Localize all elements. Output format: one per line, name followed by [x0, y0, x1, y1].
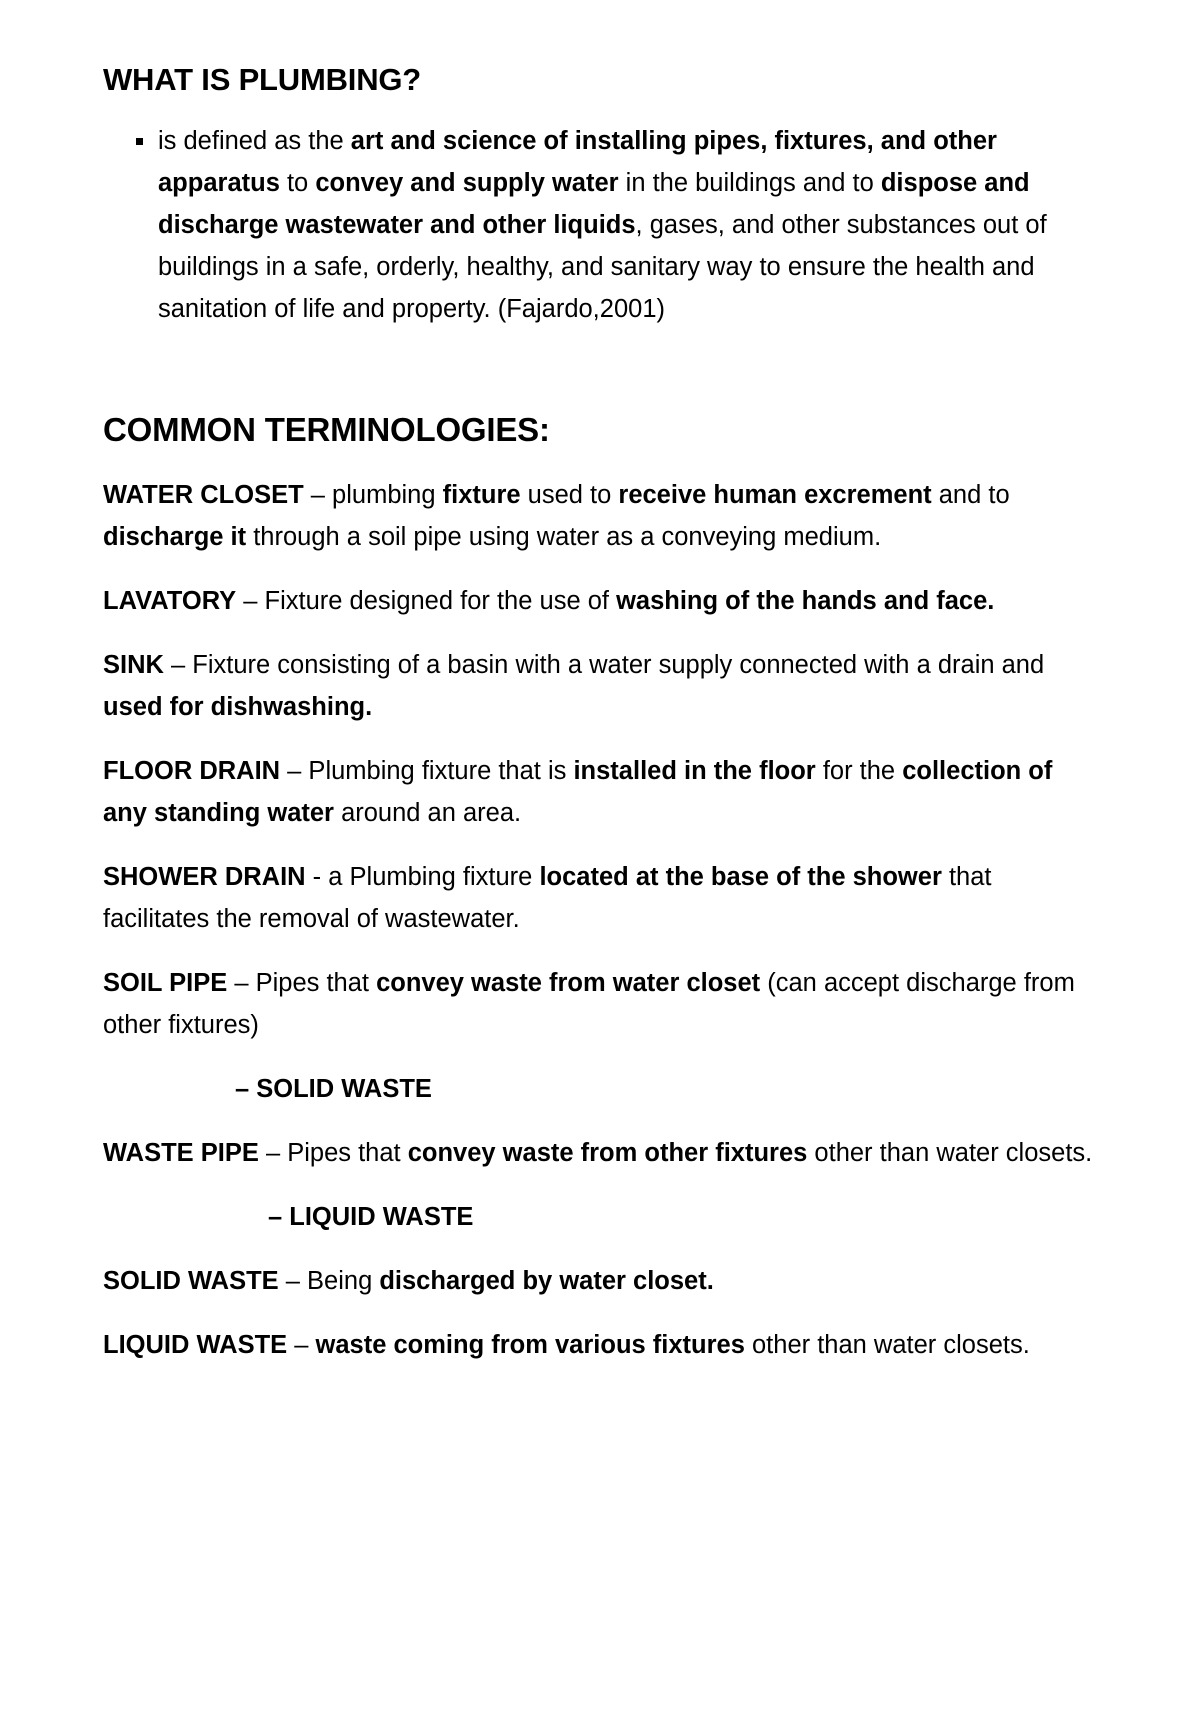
term-soil-pipe: SOIL PIPE – Pipes that convey waste from water closet (can accept discharge from other fixtures)	[103, 969, 1075, 1039]
definition-text: is defined as the art and science of installing pipes, fixtures, and other apparatus to convey and supply water in the buildings and to dispose and discharge wastewater and other liquids, gases, and other substances out of buildings in a safe, orderly, healthy, and sanitary way to ensure the health and sanitation of life and property. (Fajardo,2001)	[158, 127, 1047, 323]
term-shower-drain: SHOWER DRAIN - a Plumbing fixture located at the base of the shower that facilitates the removal of wastewater.	[103, 863, 992, 933]
soil-pipe-solid-waste-note: – SOLID WASTE	[235, 1075, 432, 1103]
heading-what-is-plumbing: WHAT IS PLUMBING?	[103, 62, 422, 97]
definition-item	[158, 120, 1100, 330]
waste-pipe-liquid-waste-note: – LIQUID WASTE	[268, 1203, 474, 1231]
term-solid-waste: SOLID WASTE – Being discharged by water closet.	[103, 1267, 714, 1295]
heading-common-terminologies: COMMON TERMINOLOGIES:	[103, 411, 550, 448]
term-floor-drain: FLOOR DRAIN – Plumbing fixture that is installed in the floor for the collection of any standing water around an area.	[103, 757, 1053, 827]
term-sink: SINK – Fixture consisting of a basin with a water supply connected with a drain and used for dishwashing.	[103, 651, 1045, 721]
term-water-closet: WATER CLOSET – plumbing fixture used to receive human excrement and to discharge it through a soil pipe using water as a conveying medium.	[103, 481, 1010, 551]
definition-list	[103, 120, 1100, 330]
square-bullet-icon	[136, 138, 143, 145]
term-waste-pipe: WASTE PIPE – Pipes that convey waste from other fixtures other than water closets.	[103, 1139, 1093, 1167]
term-lavatory: LAVATORY – Fixture designed for the use of washing of the hands and face.	[103, 587, 995, 615]
term-liquid-waste: LIQUID WASTE – waste coming from various fixtures other than water closets.	[103, 1331, 1030, 1359]
